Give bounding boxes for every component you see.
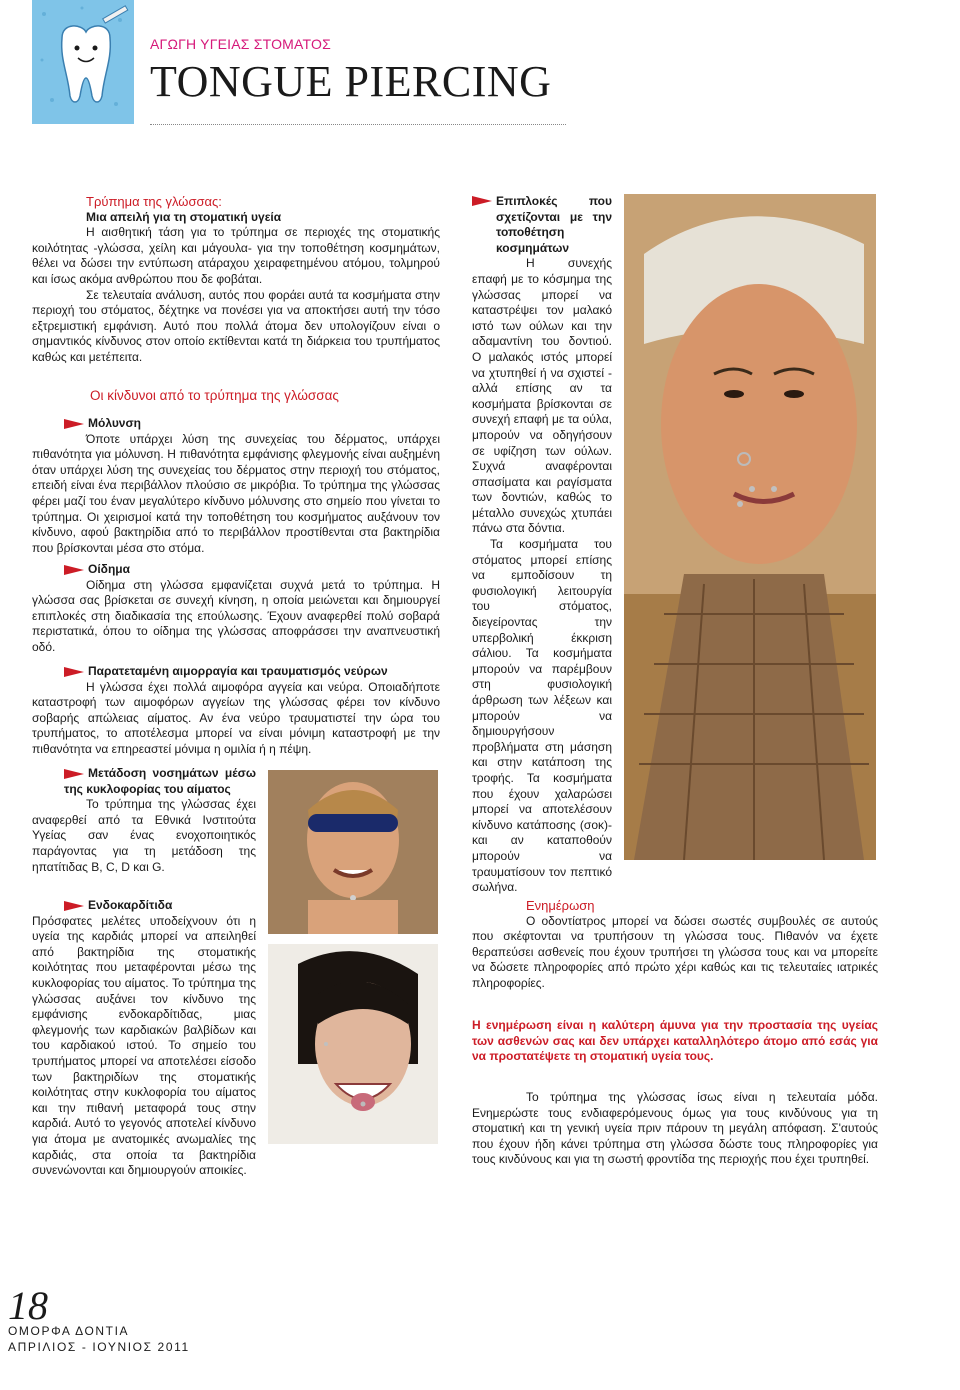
photo-woman-tongue xyxy=(268,944,438,1144)
intro-heading: Τρύπημα της γλώσσας: xyxy=(86,194,222,209)
endocarditis-title: Ενδοκαρδίτιδα xyxy=(88,898,173,912)
title-divider xyxy=(150,124,566,125)
complications-title: Επιπλοκές που σχετίζονται με την τοποθέτηση κοσμημάτων xyxy=(496,194,612,255)
intro-subheading: Μια απειλή για τη στοματική υγεία xyxy=(86,209,282,224)
dangers-heading: Οι κίνδυνοι από το τρύπημα της γλώσσας xyxy=(90,388,339,403)
intro-paragraph-2: Σε τελευταία ανάλυση, αυτός που φοράει αυτά τα κοσμήματα στην περιοχή του στόματος, δέχτηκε να πονέσει για να αποκτήσει αυτή την τόσο εξτρεμιστική εμφάνιση. Αυτό που πολλά άτομα δεν υπολογίζουν είναι ο σημαντικός κίνδυνος στον οποίο εκτίθενται κατά τη διάρκεια του τρυπήματος καθώς και μετέπειτα. xyxy=(32,287,440,364)
arrow-icon xyxy=(64,769,84,779)
tooth-logo xyxy=(32,0,134,124)
arrow-icon xyxy=(64,667,84,677)
intro-section xyxy=(32,194,440,366)
edema-text: Οίδημα στη γλώσσα εμφανίζεται συχνά μετά το τρύπημα. Η γλώσσα σας βρίσκεται σε συνεχή κίνηση, η οποία μειώνεται και δημιουργεί επιπλοκές στη διαδικασία της επούλωσης. Έχουν αναφερθεί πολύ σοβαρά περιστατικά, όπου το οίδημα της γλώσσας αποφράσσει την αναπνευστική οδό. xyxy=(32,577,440,654)
info-closing: Το τρύπημα της γλώσσας ίσως είναι η τελευταία μόδα. Ενημερώστε τους ενδιαφερόμενους όμως για τους κινδύνους για τη στοματική και τη γενική υγεία πριν πάρουν τη μεγάλη απόφαση. Σ'αυτούς που έχουν ήδη κάνει τρύπημα στη γλώσσα δώστε τους πληροφορίες για τους κινδύνους και για τη σωστή φροντίδα της περιοχής που έχει τρυπηθεί. xyxy=(472,1090,878,1167)
info-highlight: Η ενημέρωση είναι η καλύτερη άμυνα για την προστασία της υγείας των ασθενών σας και δεν υπάρχει καταλληλότερο άτομο από εσάς για να προστατέψετε τη στοματική υγεία τους. xyxy=(472,1018,878,1064)
complications-section xyxy=(472,194,612,896)
bleeding-section xyxy=(32,664,440,758)
info-title: Ενημέρωση xyxy=(526,898,595,913)
bloodborne-title: Μετάδοση νοσημάτων μέσω της κυκλοφορίας του αίματος xyxy=(64,766,256,796)
complications-text-1: Η συνεχής επαφή με το κόσμημα της γλώσσας μπορεί να καταστρέψει τον μαλακό ιστό των ούλων και την αδαμαντίνη του δοντιού. Ο μαλακός ιστός μπορεί να χτυπηθεί ή να σχιστεί - αλλά επίσης αν τα κοσμήματα βρίσκονται σε συνεχή επαφή με τα ούλα, μπορούν να οδηγήσουν σε υφίζηση των ούλων. Συχνά αναφέρονται σπασίματα και ραγίσματα των δοντιών, καθώς το μέταλλο συνεχώς χτυπάει πάνω στα δόντια. xyxy=(472,256,612,536)
intro-paragraph-1: Η αισθητική τάση για το τρύπημα σε περιοχές της στοματικής κοιλότητας -γλώσσα, χείλη και μάγουλα- για την τοποθέτηση κοσμημάτων, θέλει να δώσει την εντύπωση ατάραχου χειραφετημένου ατόμου, τολμηρού και ίσως ακόμα ανθρώπου που δε φοβάται. xyxy=(32,225,440,286)
photo-man-sunglasses xyxy=(268,770,438,934)
bloodborne-section xyxy=(32,766,256,875)
photo-man-cap xyxy=(624,194,876,860)
issue-date: ΑΠΡΙΛΙΟΣ - ΙΟΥΝΙΟΣ 2011 xyxy=(8,1340,190,1354)
arrow-icon xyxy=(64,419,84,429)
edema-section xyxy=(32,562,440,656)
bleeding-title: Παρατεταμένη αιμορραγία και τραυματισμός νεύρων xyxy=(88,664,388,678)
complications-text-2: Τα κοσμήματα του στόματος μπορεί επίσης να εμποδίσουν τη φυσιολογική λειτουργία του στόματος, διεγείροντας την υπερβολική έκκριση σάλιου. Τα κοσμήματα μπορούν να παρέμβουν στη φυσιολογική άρθρωση των λέξεων και μπορούν να δημιουργήσουν προβλήματα στη μάσηση και στην κατάποση της τροφής. Τα κοσμήματα που έχουν χαλαρώσει μπορεί να αποτελέσουν κίνδυνο κατάποσης (σοκ)- και αν καταποθούν μπορούν να τραυματίσουν τον πεπτικό σωλήνα. xyxy=(472,537,612,895)
edema-title: Οίδημα xyxy=(88,562,130,576)
endocarditis-text: Πρόσφατες μελέτες υποδείχνουν ότι η υγεία της καρδιάς μπορεί να απειληθεί από βακτηρίδια της στοματικής κοιλότητας που μεταφέρονται μέσω της κυκλοφορίας του αίματος. Το τρύπημα της γλώσσας αυξάνει τον κίνδυνο της εμφάνισης ενδοκαρδίτιδας, μιας φλεγμονής των καρδιακών βαλβίδων και του καρδιακού ιστού. Το σημείο του τρυπήματος μπορεί να αποτελέσει είσοδο των βακτηριδίων της στοματικής κοιλότητας στην κυκλοφορία του αίματος και την πιθανή μεταφορά τους στην καρδιά. Αυτό το γεγονός αποτελεί κίνδυνο για άτομα με ανατομικές ανωμαλίες της καρδιάς, στα οποία τα βακτηρίδια συνενώνονται και δημιουργούν αποικίες. xyxy=(32,913,256,1178)
page-title: TONGUE PIERCING xyxy=(150,57,552,106)
arrow-icon xyxy=(472,196,492,206)
info-text: Ο οδοντίατρος μπορεί να δώσει σωστές συμβουλές σε αυτούς που σκέφτονται να τρυπήσουν τη γλώσσα τους. Πιθανόν να έχετε θεραπεύσει ασθενείς που έχουν τρυπήσει τη γλώσσα τους και να μπορείτε να δώσετε πληροφορίες από πρώτο χέρι καθώς και τις τελευταίες ιατρικές πληροφορίες. xyxy=(472,913,878,990)
arrow-icon xyxy=(64,901,84,911)
bloodborne-text: Το τρύπημα της γλώσσας έχει αναφερθεί από τα Εθνικά Ινστιτούτα Υγείας σαν ένας ενοχοποιητικός παράγοντας για τη μετάδοση της ηπατίτιδας B, C, D και G. xyxy=(32,797,256,874)
bleeding-text: Η γλώσσα έχει πολλά αιμοφόρα αγγεία και νεύρα. Οποιαδήποτε καταστροφή των αιμοφόρων αγγείων της γλώσσας φέρει τον κίνδυνο σοβαρής απώλειας αίματος. Αν ένα νεύρο τραυματιστεί την ώρα του τρυπήματος, το αποτέλεσμα μπορεί να είναι μόνιμη καταστροφή με την πιθανότητα να επηρεαστεί μόνιμα η ομιλία ή η πέψη. xyxy=(32,679,440,756)
endocarditis-section xyxy=(32,898,256,1179)
infection-text: Όποτε υπάρχει λύση της συνεχείας του δέρματος, υπάρχει πιθανότητα για μόλυνση. Η πιθανότητα εμφάνισης φλεγμονής είναι αυξημένη όταν υπάρχει λύση της συνεχείας του δέρματος στην περιοχή του στόματος, επειδή είναι ένα περιβάλλον πλούσιο σε μικρόβια. Το τρύπημα της γλώσσας φέρει μαζί του έναν μεγαλύτερο κίνδυνο μόλυνσης στο σημείο που γίνεται το τρύπημα. Οι χειρισμοί κατά την τοποθέτηση του κοσμήματος αυξάνουν τον κίνδυνο, αφού βακτηρίδια από το περιβάλλον προστίθενται στα βακτηρίδια που βρίσκονται μέσα στο στόμα. xyxy=(32,431,440,555)
info-section xyxy=(472,898,878,992)
infection-title: Μόλυνση xyxy=(88,416,142,430)
section-label: ΑΓΩΓΗ ΥΓΕΙΑΣ ΣΤΟΜΑΤΟΣ xyxy=(150,36,331,52)
infection-section xyxy=(32,416,440,556)
page-number: 18 xyxy=(8,1283,48,1328)
arrow-icon xyxy=(64,565,84,575)
tooth-icon xyxy=(32,0,134,124)
magazine-name: ΟΜΟΡΦΑ ΔΟΝΤΙΑ xyxy=(8,1324,130,1338)
